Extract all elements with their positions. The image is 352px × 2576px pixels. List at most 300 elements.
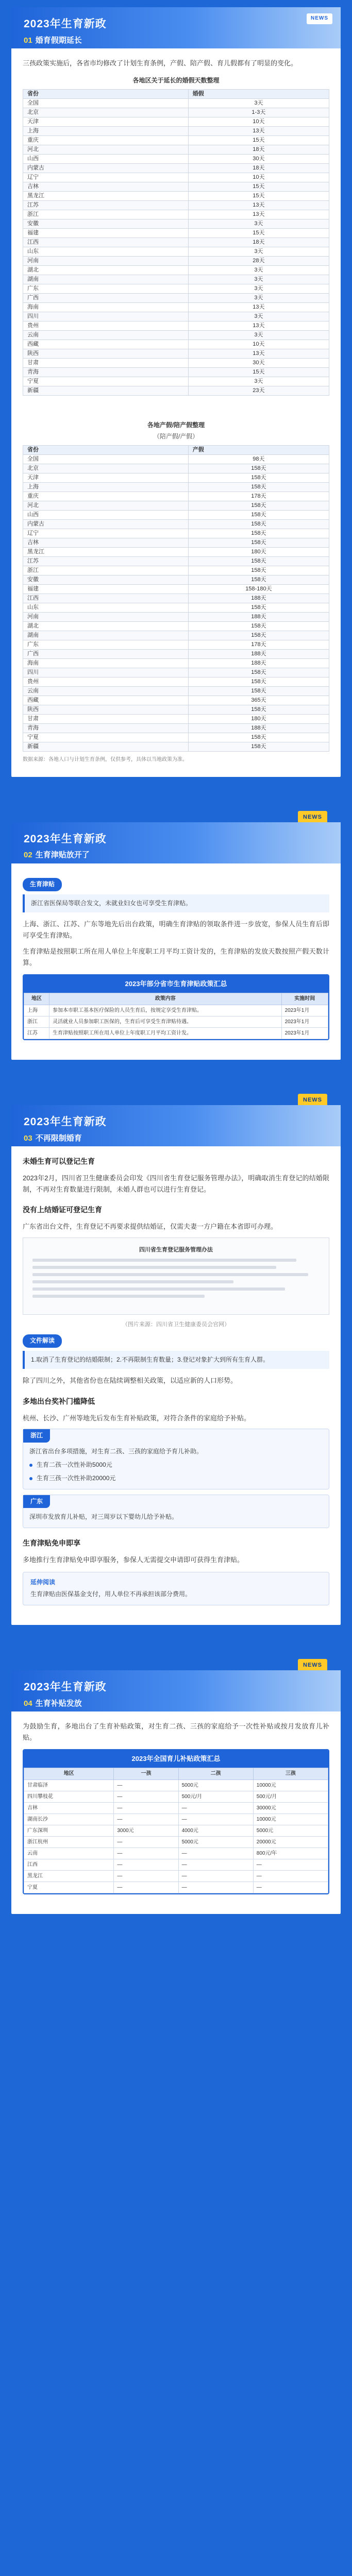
table-cell: 浙江 [23, 210, 189, 219]
table-cell: 湖南 [23, 275, 189, 284]
table-row [23, 649, 329, 658]
section-maternity-allowance [11, 814, 341, 1060]
table-cell: 内蒙古 [23, 164, 189, 173]
table-row [23, 164, 329, 173]
document-title: 四川省生育登记服务管理办法 [139, 1246, 213, 1253]
table-cell: 158天 [188, 733, 329, 742]
table-cell: 江西 [24, 1859, 114, 1871]
table-cell: 98天 [188, 454, 329, 464]
table-cell: 158天 [188, 464, 329, 473]
table-cell: 重庆 [23, 492, 189, 501]
table-cell: 江西 [23, 238, 189, 247]
table-cell: 海南 [23, 658, 189, 668]
table-row [23, 566, 329, 575]
table-cell: 上海 [24, 1005, 49, 1016]
table-row [23, 594, 329, 603]
table-cell: 宁夏 [23, 733, 189, 742]
region-card-title: 浙江 [23, 1429, 50, 1443]
bullet-icon [29, 1477, 32, 1480]
table-cell: 黑龙江 [24, 1871, 114, 1882]
table-row [23, 182, 329, 192]
table-row [23, 368, 329, 377]
table-row [23, 294, 329, 303]
table-cell: 福建 [23, 584, 189, 594]
table-row [24, 1016, 328, 1028]
table-cell: 178天 [188, 492, 329, 501]
table-cell: 湖北 [23, 266, 189, 275]
table-cell: 158天 [188, 556, 329, 566]
table-cell: 江西 [23, 594, 189, 603]
section-marriage-restriction [11, 1097, 341, 1625]
section-subtitle-text: 不再限制婚育 [35, 1133, 82, 1143]
table-cell: 13天 [188, 303, 329, 312]
extended-reading-body: 生育津贴由医保基金支付，用人单位不再承担该部分费用。 [30, 1590, 192, 1598]
table-cell: — [178, 1848, 253, 1859]
section-year-title: 2023年生育新政 [24, 1681, 107, 1693]
table-cell: 158天 [188, 668, 329, 677]
section-subtitle-text: 生育补贴发放 [35, 1699, 82, 1708]
table-cell: 2023年1月 [281, 1005, 328, 1016]
table-cell: 湖北 [23, 621, 189, 631]
image-caption: （图片来源：四川省卫生健康委员会官网） [122, 1321, 230, 1328]
table-row [23, 668, 329, 677]
table-cell: 河北 [23, 145, 189, 155]
table-cell: — [114, 1837, 178, 1848]
paragraph: 生育津贴是按照职工所在用人单位上年度职工月平均工资计发的，生育津贴的发放天数按照产假天数计算。 [23, 947, 329, 967]
table-cell: 广西 [23, 294, 189, 303]
table-cell: 158天 [188, 686, 329, 696]
table-cell: 四川攀枝花 [24, 1791, 114, 1803]
section-subtitle [24, 849, 328, 862]
subsidy-policy-table [23, 1749, 329, 1894]
table-cell: 158天 [188, 529, 329, 538]
source-note: 数据来源：各地人口与计划生育条例，仅供参考，具体以当地政策为准。 [23, 756, 188, 762]
paragraph: 上海、浙江、江苏、广东等地先后出台政策，明确生育津贴的领取条件进一步放宽，参保人员生育后即可享受生育津贴。 [23, 920, 329, 939]
table-header: 地区 [24, 1768, 114, 1780]
table-cell: 青海 [23, 723, 189, 733]
table-cell: 158天 [188, 677, 329, 686]
subheading: 未婚生育可以登记生育 [23, 1157, 95, 1166]
extended-reading-title: 延伸阅读 [30, 1578, 56, 1586]
section-header [11, 1670, 341, 1711]
table-cell: — [114, 1791, 178, 1803]
table-cell: 黑龙江 [23, 547, 189, 556]
section-subtitle [24, 1132, 328, 1145]
table-row [24, 1825, 328, 1837]
table-cell: 3天 [188, 266, 329, 275]
table-row [24, 1848, 328, 1859]
table-cell: 18天 [188, 145, 329, 155]
table-cell: — [114, 1803, 178, 1814]
table-cell: 188天 [188, 723, 329, 733]
table-row [23, 677, 329, 686]
table-cell: 浙江 [23, 566, 189, 575]
table-cell: 上海 [23, 127, 189, 136]
table-cell: 3000元 [114, 1825, 178, 1837]
table-cell: — [114, 1814, 178, 1825]
table-row [23, 117, 329, 127]
table-cell: 500元/月 [253, 1791, 328, 1803]
table-cell: 23天 [188, 386, 329, 396]
table-cell: 158天 [188, 566, 329, 575]
table-cell: 10000元 [253, 1780, 328, 1791]
table-row [23, 686, 329, 696]
table-cell: 甘肃 [23, 714, 189, 723]
table-row [24, 1780, 328, 1791]
table-cell: 365天 [188, 696, 329, 705]
table-cell: 5000元 [253, 1825, 328, 1837]
section-number: 03 [24, 1133, 32, 1143]
list-item-text: 生育二孩一次性补助5000元 [37, 1461, 112, 1468]
table-cell: 吉林 [23, 538, 189, 547]
table-row [23, 492, 329, 501]
table-row [24, 1882, 328, 1893]
table-cell: 上海 [23, 482, 189, 492]
table-cell: 15天 [188, 182, 329, 192]
table-cell: 10天 [188, 340, 329, 349]
table-cell: 3天 [188, 377, 329, 386]
table-header: 二孩 [178, 1768, 253, 1780]
table-cell: 广东深圳 [24, 1825, 114, 1837]
table-cell: 10天 [188, 117, 329, 127]
table-header: 地区 [24, 993, 49, 1005]
table-cell: 辽宁 [23, 529, 189, 538]
table-row [24, 1859, 328, 1871]
section-subtitle [24, 1698, 328, 1710]
table-cell: 江苏 [23, 201, 189, 210]
table-cell: 180天 [188, 547, 329, 556]
document-image [23, 1238, 329, 1315]
maternity-leave-table [23, 445, 329, 752]
table-row [23, 321, 329, 331]
table-subcaption: （陪产假/产假） [153, 433, 199, 440]
table-row [23, 257, 329, 266]
news-badge: NEWS [298, 1094, 327, 1106]
table-cell: 178天 [188, 640, 329, 649]
table-row [24, 1814, 328, 1825]
table-row [23, 501, 329, 510]
table-row [23, 640, 329, 649]
table-row [23, 127, 329, 136]
table-row [23, 266, 329, 275]
table-cell: — [178, 1871, 253, 1882]
table-cell: 3天 [188, 219, 329, 229]
table-cell: 158天 [188, 482, 329, 492]
allowance-policy-table [23, 974, 329, 1040]
table-row [24, 1803, 328, 1814]
subheading: 生育津贴免申即享 [23, 1539, 80, 1548]
table-cell: 黑龙江 [23, 192, 189, 201]
table-cell: 甘肃 [23, 359, 189, 368]
table-header: 产假 [188, 445, 329, 454]
table-cell: 15天 [188, 368, 329, 377]
table-cell: 10天 [188, 173, 329, 182]
paragraph: 除了四川之外，其他省份也在陆续调整相关政策，以适应新的人口形势。 [23, 1377, 238, 1385]
table-cell: 天津 [23, 473, 189, 482]
section-year-title: 2023年生育新政 [24, 833, 107, 845]
table-row [23, 219, 329, 229]
table-cell: 158天 [188, 631, 329, 640]
table-row [23, 464, 329, 473]
table-row [23, 377, 329, 386]
table-row [23, 584, 329, 594]
region-card-body: 深圳市发放育儿补贴，对三周岁以下婴幼儿给予补贴。 [29, 1513, 178, 1521]
table-cell: 河北 [23, 501, 189, 510]
table-row [23, 510, 329, 519]
quote-box: 1.取消了生育登记的结婚限制；2.不再限制生育数量；3.登记对象扩大到所有生育人群。 [23, 1351, 329, 1369]
table-cell: 河南 [23, 612, 189, 621]
table-cell: 158天 [188, 510, 329, 519]
table-cell: 158天 [188, 575, 329, 584]
news-badge: NEWS [298, 811, 327, 823]
table-cell: 宁夏 [24, 1882, 114, 1893]
table-cell: 5000元 [178, 1780, 253, 1791]
table-row [23, 312, 329, 321]
table-header: 一孩 [114, 1768, 178, 1780]
table-row [23, 229, 329, 238]
topic-pill: 文件解读 [23, 1334, 62, 1348]
table-cell: 陕西 [23, 349, 189, 359]
table-cell: 3天 [188, 284, 329, 294]
table-cell: 云南 [23, 686, 189, 696]
table-row [24, 1871, 328, 1882]
table-row [23, 742, 329, 751]
table-row [23, 201, 329, 210]
table-title: 2023年全国育儿补贴政策汇总 [24, 1750, 328, 1767]
table-cell: 宁夏 [23, 377, 189, 386]
table-cell: 800元/年 [253, 1848, 328, 1859]
region-card-body: 浙江省出台多项措施，对生育二孩、三孩的家庭给予育儿补助。 [29, 1448, 203, 1455]
table-row [23, 99, 329, 108]
table-cell: 158-180天 [188, 584, 329, 594]
table-row [24, 1837, 328, 1848]
table-row [23, 621, 329, 631]
table-row [23, 547, 329, 556]
section-subtitle [24, 35, 328, 47]
table-row [23, 603, 329, 612]
section-subtitle-text: 婚育假期延长 [35, 36, 82, 45]
table-cell: 15天 [188, 192, 329, 201]
region-card [23, 1429, 329, 1489]
table-cell: 13天 [188, 210, 329, 219]
table-cell: 158天 [188, 473, 329, 482]
table-cell: 浙江 [24, 1016, 49, 1028]
table-cell: 15天 [188, 229, 329, 238]
table-cell: 甘肃临泽 [24, 1780, 114, 1791]
table-row [23, 631, 329, 640]
table-cell: 4000元 [178, 1825, 253, 1837]
table-cell: 3天 [188, 99, 329, 108]
paragraph: 广东省出台文件，生育登记不再要求提供结婚证，仅需夫妻一方户籍在本省即可办理。 [23, 1223, 278, 1231]
table-cell: 吉林 [24, 1803, 114, 1814]
table-cell: — [253, 1871, 328, 1882]
list-item [23, 1473, 329, 1484]
table-cell: 江苏 [24, 1028, 49, 1039]
table-row [23, 155, 329, 164]
table-cell: — [178, 1814, 253, 1825]
section-year-title: 2023年生育新政 [24, 1116, 107, 1128]
table-row [23, 145, 329, 155]
table-cell: 四川 [23, 312, 189, 321]
table-cell: 2023年1月 [281, 1028, 328, 1039]
table-cell: 参加本市职工基本医疗保险的人员生育后，按规定享受生育津贴。 [49, 1005, 282, 1016]
table-cell: 13天 [188, 349, 329, 359]
table-cell: 河南 [23, 257, 189, 266]
table-cell: — [178, 1882, 253, 1893]
news-badge: NEWS [298, 1659, 327, 1671]
section-header [11, 7, 341, 48]
table-cell: 3天 [188, 331, 329, 340]
table-row [23, 210, 329, 219]
table-row [23, 714, 329, 723]
section-subtitle-text: 生育津贴放开了 [35, 851, 90, 860]
table-cell: 2023年1月 [281, 1016, 328, 1028]
table-cell: 30天 [188, 359, 329, 368]
list-item-text: 生育三孩一次性补助20000元 [37, 1474, 116, 1482]
table-row [23, 529, 329, 538]
table-cell: 北京 [23, 464, 189, 473]
table-row [23, 575, 329, 584]
table-cell: 辽宁 [23, 173, 189, 182]
table-cell: — [114, 1882, 178, 1893]
table-row [23, 612, 329, 621]
table-row [23, 108, 329, 117]
paragraph: 杭州、长沙、广州等地先后发布生育补贴政策，对符合条件的家庭给予补贴。 [23, 1414, 251, 1422]
table-row [23, 349, 329, 359]
table-row [23, 658, 329, 668]
table-cell: — [114, 1859, 178, 1871]
table-cell: 158天 [188, 603, 329, 612]
intro-text: 三孩政策实施后，各省市均修改了计划生育条例，产假、陪产假、育儿假都有了明显的变化。 [23, 59, 298, 67]
table-cell: 10000元 [253, 1814, 328, 1825]
table-cell: 生育津贴按照职工所在用人单位上年度职工月平均工资计发。 [49, 1028, 282, 1039]
table-cell: 云南 [23, 331, 189, 340]
table-row [23, 696, 329, 705]
table-cell: 贵州 [23, 321, 189, 331]
table-cell: — [114, 1871, 178, 1882]
table-cell: 188天 [188, 612, 329, 621]
table-cell: 全国 [23, 99, 189, 108]
table-row [23, 192, 329, 201]
table-cell: 180天 [188, 714, 329, 723]
table-cell: 浙江杭州 [24, 1837, 114, 1848]
table-row [23, 519, 329, 529]
table-row [23, 386, 329, 396]
table-header: 实施时间 [281, 993, 328, 1005]
table-cell: 西藏 [23, 340, 189, 349]
table-cell: — [178, 1859, 253, 1871]
table-cell: 158天 [188, 538, 329, 547]
table-cell: 吉林 [23, 182, 189, 192]
table-cell: 158天 [188, 742, 329, 751]
section-year-title: 2023年生育新政 [24, 18, 107, 30]
table-row [23, 340, 329, 349]
table-cell: 3天 [188, 247, 329, 257]
table-cell: 四川 [23, 668, 189, 677]
table-cell: 北京 [23, 108, 189, 117]
table-cell: — [178, 1803, 253, 1814]
table-cell: 山东 [23, 247, 189, 257]
table-cell: 西藏 [23, 696, 189, 705]
table-cell: 全国 [23, 454, 189, 464]
table-cell: 18天 [188, 238, 329, 247]
table-cell: 广东 [23, 284, 189, 294]
table-cell: 青海 [23, 368, 189, 377]
table-cell: 灵活就业人员参加职工医保的，生育后可享受生育津贴待遇。 [49, 1016, 282, 1028]
table-cell: — [253, 1882, 328, 1893]
table-header: 省份 [23, 90, 189, 99]
region-card [23, 1495, 329, 1529]
table-cell: 13天 [188, 321, 329, 331]
table-cell: 天津 [23, 117, 189, 127]
table-cell: 福建 [23, 229, 189, 238]
table-row [23, 733, 329, 742]
section-childcare-subsidy [11, 1662, 341, 1914]
table-cell: 158天 [188, 621, 329, 631]
table-cell: 广东 [23, 640, 189, 649]
table-cell: 15天 [188, 136, 329, 145]
table-cell: 重庆 [23, 136, 189, 145]
table-cell: 山西 [23, 510, 189, 519]
subheading: 没有上结婚证可登记生育 [23, 1206, 102, 1214]
table-caption: 各地区关于延长的婚假天数整理 [132, 77, 220, 84]
table-cell: 500元/月 [178, 1791, 253, 1803]
table-row [23, 473, 329, 482]
table-cell: 陕西 [23, 705, 189, 714]
table-cell: 新疆 [23, 742, 189, 751]
table-cell: — [114, 1848, 178, 1859]
table-caption: 各地产假/陪产假整理 [147, 421, 205, 429]
intro-text: 为鼓励生育，多地出台了生育补贴政策，对生育二孩、三孩的家庭给予一次性补贴或按月发放育儿补贴。 [23, 1722, 329, 1741]
table-cell: 广西 [23, 649, 189, 658]
table-cell: 湖南长沙 [24, 1814, 114, 1825]
table-cell: 云南 [24, 1848, 114, 1859]
section-header [11, 822, 341, 863]
extended-reading-card [23, 1572, 329, 1606]
table-row [23, 136, 329, 145]
subheading: 多地出台奖补门槛降低 [23, 1397, 95, 1405]
table-row [23, 538, 329, 547]
bullet-icon [29, 1464, 32, 1467]
table-row [24, 1005, 328, 1016]
table-cell: 江苏 [23, 556, 189, 566]
table-cell: 3天 [188, 312, 329, 321]
table-cell: 188天 [188, 649, 329, 658]
table-row [23, 482, 329, 492]
news-badge: NEWS [307, 13, 332, 24]
table-row [23, 359, 329, 368]
table-cell: 20000元 [253, 1837, 328, 1848]
table-cell: — [253, 1859, 328, 1871]
table-row [23, 723, 329, 733]
marriage-leave-table [23, 89, 329, 396]
table-header: 三孩 [253, 1768, 328, 1780]
topic-pill: 生育津贴 [23, 878, 62, 891]
table-header: 婚假 [188, 90, 329, 99]
table-header: 政策内容 [49, 993, 282, 1005]
section-header [11, 1105, 341, 1146]
table-row [24, 1791, 328, 1803]
table-title: 2023年部分省市生育津贴政策汇总 [24, 975, 328, 992]
table-row [23, 238, 329, 247]
table-row [23, 284, 329, 294]
table-cell: 山东 [23, 603, 189, 612]
section-number: 04 [24, 1699, 32, 1708]
table-cell: 28天 [188, 257, 329, 266]
paragraph: 多地推行生育津贴免申即享服务，参保人无需提交申请即可获得生育津贴。 [23, 1556, 244, 1564]
table-row [23, 275, 329, 284]
table-cell: 5000元 [178, 1837, 253, 1848]
